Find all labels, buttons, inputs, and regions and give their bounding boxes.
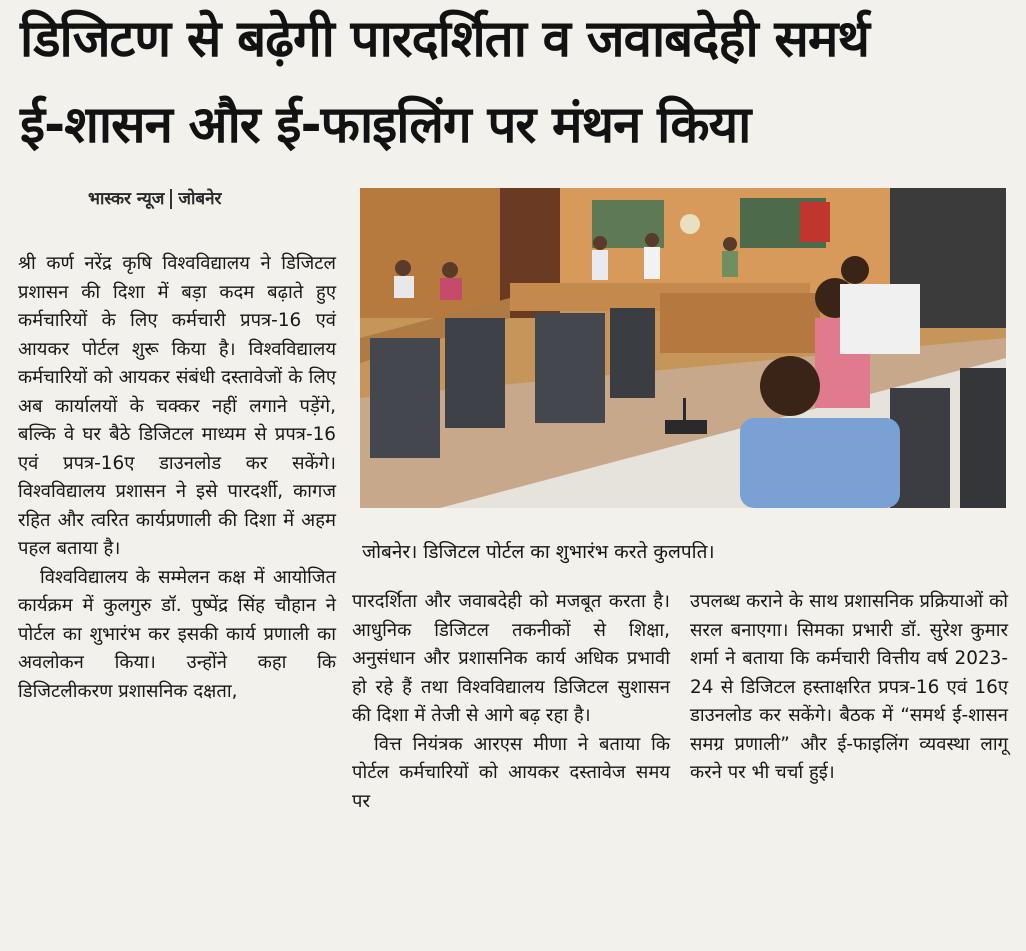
article-column-2 bbox=[352, 588, 670, 816]
article-column-3 bbox=[690, 588, 1008, 788]
headline-line-1: डिजिटण से बढ़ेगी पारदर्शिता व जवाबदेही समर्थ bbox=[20, 10, 869, 69]
headline-line-2: ई-शासन और ई-फाइलिंग पर मंथन किया bbox=[20, 96, 751, 155]
byline-source: भास्कर न्यूज bbox=[88, 189, 165, 209]
paragraph: श्री कर्ण नरेंद्र कृषि विश्वविद्यालय ने डिजिटल प्रशासन की दिशा में बड़ा कदम बढ़ाते हुए कर्मचारियों के लिए कर्मचारी प्रपत्र-16 एवं आयकर पोर्टल शुरू किया है। विश्वविद्यालय कर्मचारियों को आयकर संबंधी दस्तावेजों के लिए अब कार्यालयों के चक्कर नहीं लगाने पड़ेंगे, बल्कि वे घर बैठे डिजिटल माध्यम से प्रपत्र-16 एवं प्रपत्र-16ए डाउनलोड कर सकेंगे। विश्वविद्यालय प्रशासन ने इसे पारदर्शी, कागज रहित और त्वरित कार्यप्रणाली की दिशा में अहम पहल बताया है। bbox=[18, 253, 336, 559]
paragraph: विश्वविद्यालय के सम्मेलन कक्ष में आयोजित कार्यक्रम में कुलगुरु डॉ. पुष्पेंद्र सिंह चौहान ने पोर्टल का शुभारंभ कर इसकी कार्य प्रणाली का अवलोकन किया। उन्होंने कहा कि डिजिटलीकरण प्रशासनिक दक्षता, bbox=[18, 566, 336, 702]
byline bbox=[88, 186, 222, 209]
paragraph: उपलब्ध कराने के साथ प्रशासनिक प्रक्रियाओं को सरल बनाएगा। सिमका प्रभारी डॉ. सुरेश कुमार शर्मा ने बताया कि कर्मचारी वित्तीय वर्ष 2023-24 से डिजिटल हस्ताक्षरित प्रपत्र-16 एवं 16ए डाउनलोड कर सकेंगे। बैठक में “समर्थ ई-शासन समग्र प्रणाली” और ई-फाइलिंग व्यवस्था लागू करने पर भी चर्चा हुई। bbox=[690, 591, 1008, 783]
article-column-1 bbox=[18, 250, 336, 706]
news-photo bbox=[360, 188, 1006, 508]
paragraph: पारदर्शिता और जवाबदेही को मजबूत करता है। आधुनिक डिजिटल तकनीकों से शिक्षा, अनुसंधान और प्रशासनिक कार्य अधिक प्रभावी हो रहे हैं तथा विश्वविद्यालय डिजिटल सुशासन की दिशा में तेजी से आगे बढ़ रहा है। bbox=[352, 591, 670, 726]
byline-location: जोबनेर bbox=[178, 189, 222, 209]
conference-room-photo bbox=[360, 188, 1006, 508]
photo-caption: जोबनेर। डिजिटल पोर्टल का शुभारंभ करते कुलपति। bbox=[362, 541, 715, 563]
paragraph: वित्त नियंत्रक आरएस मीणा ने बताया कि पोर्टल कर्मचारियों को आयकर दस्तावेज समय पर bbox=[352, 733, 670, 812]
